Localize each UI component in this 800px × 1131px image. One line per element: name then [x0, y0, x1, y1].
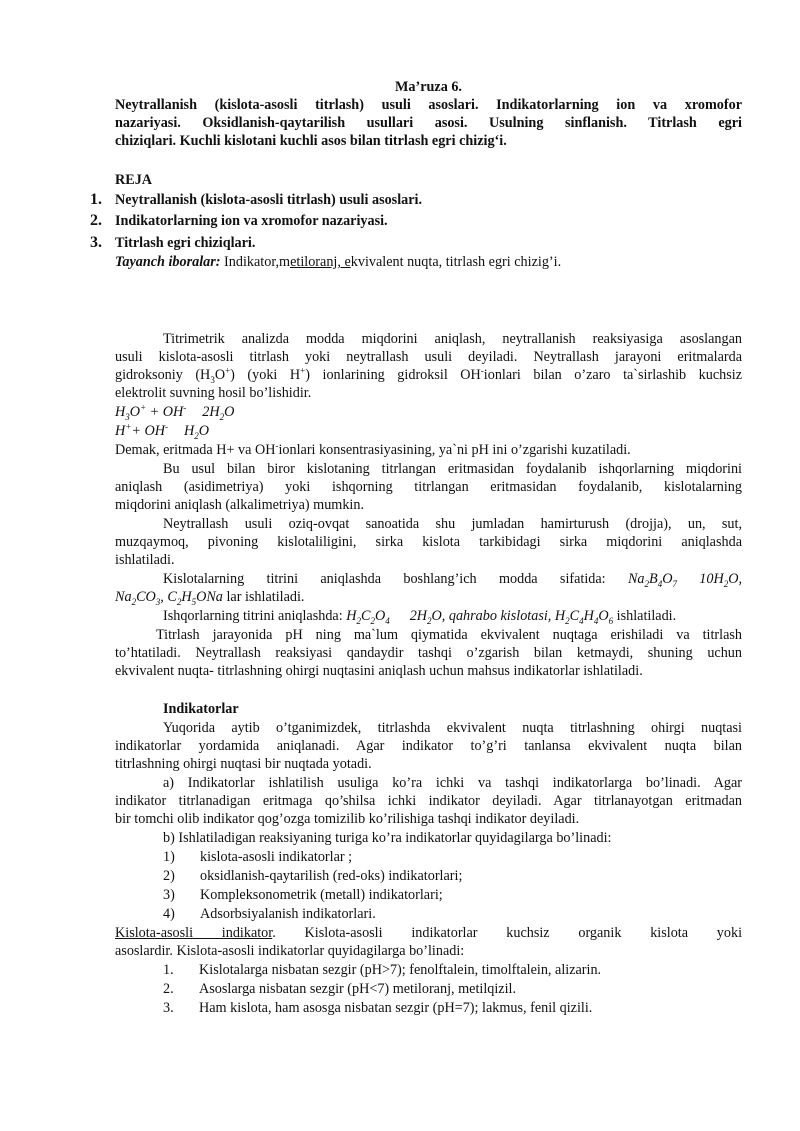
topic-line-1: Neytrallanish (kislota-asosli titrlash) usuli asoslari. Indikatorlarning ion va xromofor: [115, 97, 742, 113]
plan-item: Indikatorlarning ion va xromofor nazariyasi.: [115, 213, 388, 229]
keywords-line: [115, 254, 742, 271]
ind-p2-line-1: a) Indikatorlar ishlatilish usuliga ko’ra ichki va tashqi indikatorlarga bo’linadi. Agar: [163, 775, 742, 791]
para3-line-2: muzqaymoq, pivoning kislotaliligini, sirka kislota tarkibidagi sirka miqdorini aniqlashda: [115, 534, 742, 550]
plan-item-number: 3.: [90, 234, 102, 251]
para4-line-2: $Na_2CO_3$, $C_2H_5ONa$ lar ishlatiladi.: [115, 589, 305, 607]
para6-line-2: to’htatiladi. Neytrallash reaksiyasi qandaydir tashqi o’zgarish bilan ketmaydi, shuning uchun: [115, 645, 742, 661]
para3-line-1: Neytrallash usuli oziq-ovqat sanoatida shu jumladan hamirturush (drojja), un, sut,: [163, 516, 742, 532]
list-item: Asoslarga nisbatan sezgir (pH<7) metiloranj, metilqizil.: [199, 981, 517, 997]
plan-item-number: 2.: [90, 212, 102, 229]
list-item-number: 3): [163, 887, 175, 903]
topic-line-2: nazariyasi. Oksidlanish-qaytarilish usullari asosi. Usulning sinflanish. Titrlash egri: [115, 115, 742, 131]
list-item-number: 1.: [163, 962, 174, 978]
keywords-underlined: etiloranj, e: [290, 254, 351, 270]
lecture-title: Ma’ruza 6.: [395, 79, 462, 95]
keywords-text: kvivalent nuqta, titrlash egri chizig’i.: [350, 254, 562, 270]
list-item-number: 3.: [163, 1000, 174, 1016]
list-item: Adsorbsiyalanish indikatorlari.: [200, 906, 376, 922]
intro-line-2: usuli kislota-asosli titrlash yoki neytrallash usuli deyiladi. Neytrallash jarayoni eritmalarda: [115, 349, 742, 365]
section-title: Indikatorlar: [163, 701, 239, 717]
para2-line-3: miqdorini aniqlash (alkalimetriya) mumkin.: [115, 497, 365, 513]
list-item: Kislotalarga nisbatan sezgir (pH>7); fenolftalein, timolftalein, alizarin.: [199, 962, 602, 978]
list-item: kislota-asosli indikatorlar ;: [200, 849, 353, 865]
ind-p3: b) Ishlatiladigan reaksiyaning turiga ko’ra indikatorlar quyidagilarga bo’linadi:: [163, 830, 612, 846]
list-item: Kompleksonometrik (metall) indikatorlari;: [200, 887, 443, 903]
ind-p4-line-2: asoslardir. Kislota-asosli indikatorlar quyidagilarga bo’linadi:: [115, 943, 465, 959]
ind-p1-line-2: indikatorlar yordamida aniqlanadi. Agar indikator to’g’ri tanlansa ekvivalent nuqta bilan: [115, 738, 742, 754]
para6-line-3: ekvivalent nuqta- titrlashning ohirgi nuqtasini aniqlash uchun mahsus indikatorlar ishlatiladi.: [115, 663, 643, 679]
ind-p1-line-1: Yuqorida aytib o’tganimizdek, titrlashda ekvivalent nuqta titrlashning ohirgi nuqtasi: [163, 720, 742, 736]
para2-line-1: Bu usul bilan biror kislotaning titrlangan eritmasidan foydalanib ishqorlarning miqdorini: [163, 461, 742, 477]
para6-line-1: Titrlash jarayonida pH ning ma`lum qiymatida ekvivalent nuqtaga erishiladi va titrlash: [156, 627, 742, 643]
para5-line-1: Ishqorlarning titrini aniqlashda: $H_2C_2O_4$ $2H_2O$, qahrabo kislotasi, $H_2C_4H_4O_6$ ishlatiladi.: [163, 608, 677, 626]
list-item: oksidlanish-qaytarilish (red-oks) indikatorlari;: [200, 868, 463, 884]
para4-line-1: Kislotalarning titrini aniqlashda boshlang’ich modda sifatida: $Na_2B_4O_7$ $10H_2O$,: [163, 571, 743, 589]
plan-item: Titrlash egri chiziqlari.: [115, 235, 256, 251]
equation-2: H++ OH- $H_2O$: [115, 421, 209, 441]
ind-p4-line-1: Kislota-asosli indikator. Kislota-asosli indikatorlar kuchsiz organik kislota yoki: [115, 925, 743, 941]
para2-line-2: aniqlash (asidimetriya) yoki ishqorning titrlangan eritmasidan foydalanib, kislotalarning: [115, 479, 742, 495]
para3-line-3: ishlatiladi.: [115, 552, 175, 568]
plan-item-number: 1.: [90, 191, 102, 208]
intro-line-1: Titrimetrik analizda modda miqdorini aniqlash, neytrallanish reaksiyasiga asoslangan: [163, 331, 742, 347]
topic-line-3: chiziqlari. Kuchli kislotani kuchli asos bilan titrlash egri chizig‘i.: [115, 133, 507, 149]
keywords-label: Tayanch iboralar:: [115, 254, 221, 270]
intro-line-3: gidroksoniy $(H_3O^+)$ (yoki H+) ionlarining gidroksil OH-ionlari bilan o’zaro ta`sirlashib kuchsiz: [115, 365, 742, 385]
list-item-number: 1): [163, 849, 175, 865]
list-item: Ham kislota, ham asosga nisbatan sezgir (pH=7); lakmus, fenil qizili.: [199, 1000, 593, 1016]
plan-title: REJA: [115, 172, 153, 188]
ind-p2-line-3: bir tomchi olib indikator qog’ozga tomizilib ko’rilishiga tashqi indikator deyiladi.: [115, 811, 580, 827]
intro-line-4: elektrolit suvning hosil bo’lishidir.: [115, 385, 312, 401]
keywords-text: Indikator,m: [220, 254, 291, 270]
list-item-number: 4): [163, 906, 175, 922]
list-item-number: 2.: [163, 981, 174, 997]
plan-item: Neytrallanish (kislota-asosli titrlash) usuli asoslari.: [115, 192, 423, 208]
equation-1: $H_3O^+ + OH^-$ $2H_2O$: [115, 402, 235, 422]
ind-p1-line-3: titrlashning ohirgi nuqtasi bir nuqtada yotadi.: [115, 756, 372, 772]
demak-line: Demak, eritmada H+ va OH-ionlari konsentrasiyasining, ya`ni pH ini o’zgarishi kuzatiladi.: [115, 440, 631, 458]
ind-p2-line-2: indikator titrlanadigan eritmaga qo’shilsa ichki indikator deyiladi. Agar titrlanayotgan eritmadan: [115, 793, 742, 809]
list-item-number: 2): [163, 868, 175, 884]
